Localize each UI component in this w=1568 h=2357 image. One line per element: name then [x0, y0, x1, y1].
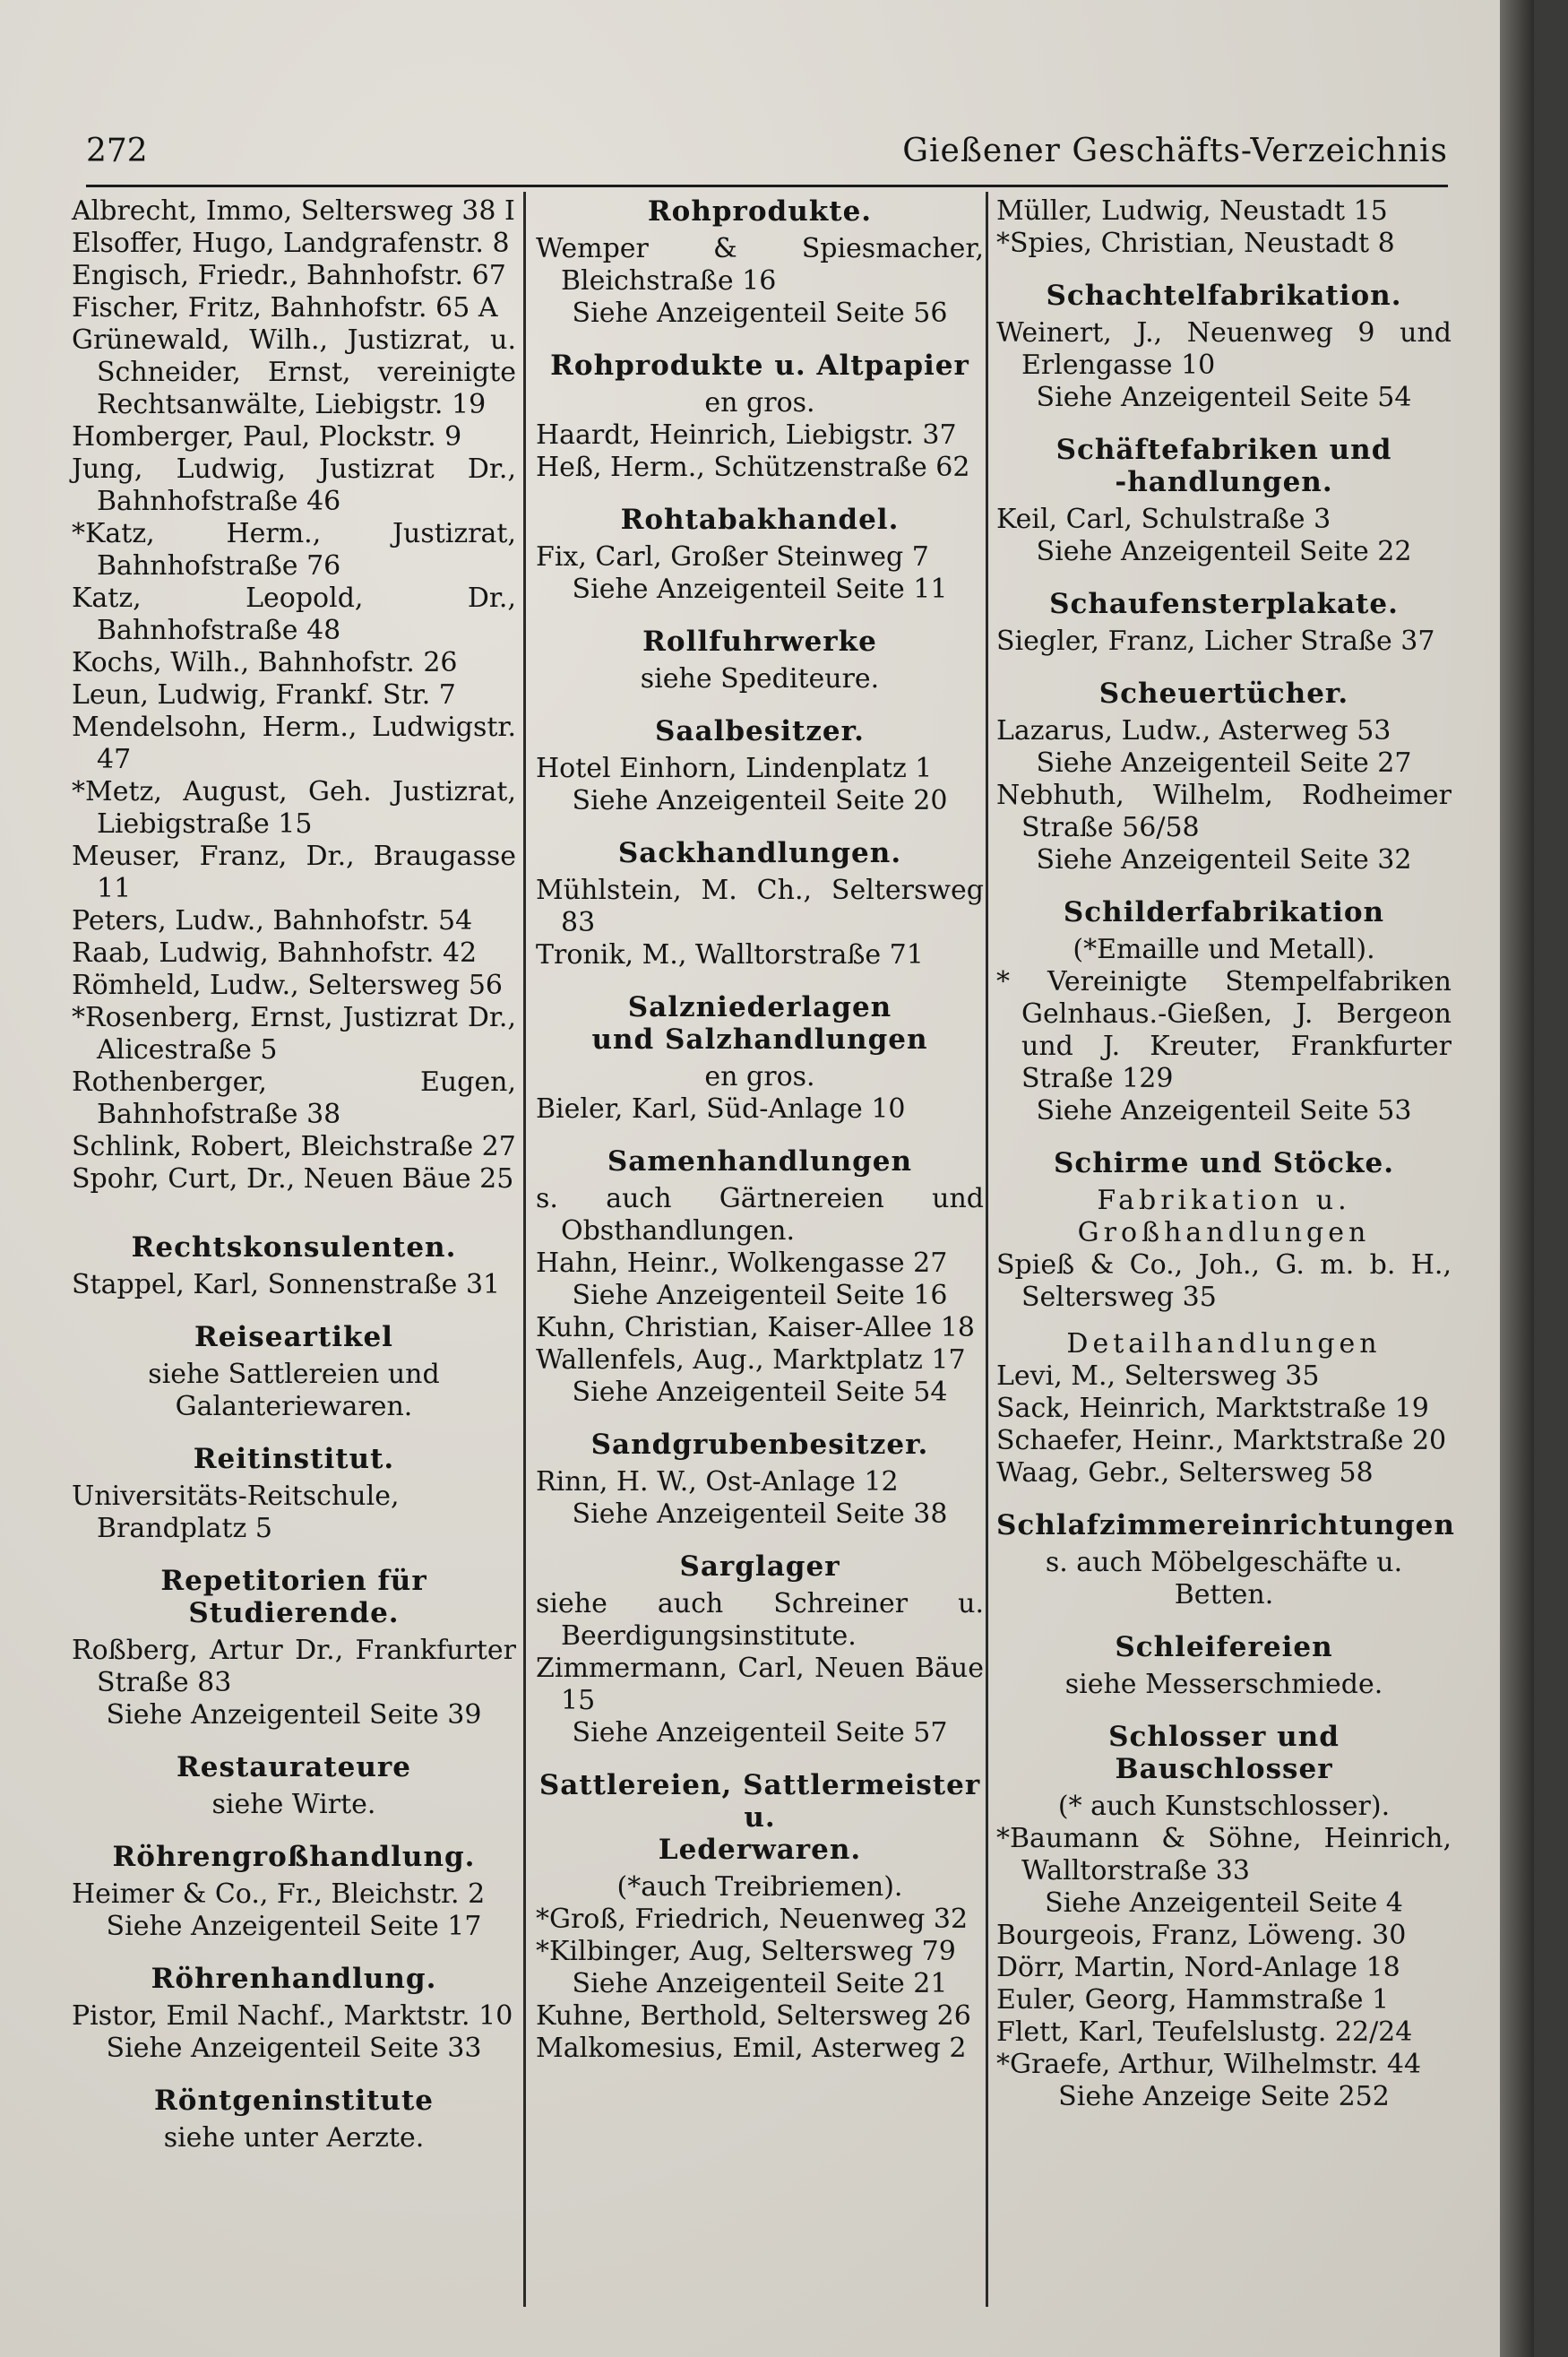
- list-item: Spieß & Co., Joh., G. m. b. H., Seltersweg 35: [996, 1249, 1452, 1313]
- cross-reference: siehe Wirte.: [211, 1789, 376, 1820]
- ad-reference: Siehe Anzeigenteil Seite 32: [1036, 844, 1412, 876]
- section-heading: Röhrenhandlung.: [151, 1963, 437, 1995]
- list-item: Leun, Ludwig, Frankf. Str. 7: [72, 679, 456, 711]
- cross-reference: siehe unter Aerzte.: [163, 2122, 425, 2154]
- section-heading: Sarglager: [679, 1550, 840, 1583]
- list-item: Homberger, Paul, Plockstr. 9: [72, 421, 462, 453]
- list-item: Katz, Leopold, Dr., Bahnhofstraße 48: [72, 583, 516, 646]
- list-item: Fix, Carl, Großer Steinweg 7: [536, 541, 929, 573]
- header-rule: [86, 185, 1448, 187]
- list-item: Siegler, Franz, Licher Straße 37: [996, 626, 1435, 657]
- section-heading: Schäftefabriken und: [1055, 434, 1392, 466]
- list-item: *Kilbinger, Aug, Seltersweg 79: [536, 1936, 956, 1967]
- section-heading: Sackhandlungen.: [617, 837, 902, 869]
- list-item: Lazarus, Ludw., Asterweg 53: [996, 715, 1391, 747]
- ad-reference: Siehe Anzeigenteil Seite 39: [106, 1699, 482, 1731]
- list-item: Bourgeois, Franz, Löweng. 30: [996, 1920, 1407, 1951]
- ad-reference: Siehe Anzeigenteil Seite 53: [1036, 1095, 1412, 1127]
- section-heading: -handlungen.: [1115, 466, 1333, 498]
- section-heading: Lederwaren.: [658, 1834, 862, 1866]
- section-subheading: en gros.: [704, 1061, 815, 1092]
- section-heading: Rechtskonsulenten.: [131, 1231, 457, 1264]
- list-item: Meuser, Franz, Dr., Braugasse 11: [72, 841, 516, 904]
- ad-reference: Siehe Anzeigenteil Seite 21: [572, 1968, 948, 1999]
- section-heading: Schirme und Stöcke.: [1053, 1147, 1395, 1179]
- list-item: Levi, M., Seltersweg 35: [996, 1360, 1320, 1392]
- section-heading: Samenhandlungen: [607, 1145, 913, 1178]
- section-heading: Reitinstitut.: [193, 1443, 395, 1475]
- section-heading: Scheuertücher.: [1098, 678, 1349, 710]
- page-title: Gießener Geschäfts-Verzeichnis: [902, 133, 1448, 169]
- section-subheading: Detailhandlungen: [1066, 1328, 1382, 1360]
- list-item: Euler, Georg, Hammstraße 1: [996, 1984, 1390, 2016]
- ad-reference: Siehe Anzeige Seite 252: [1058, 2081, 1390, 2112]
- list-item: Flett, Karl, Teufelslustg. 22/24: [996, 2016, 1413, 2048]
- list-item: Malkomesius, Emil, Asterweg 2: [536, 2033, 967, 2064]
- section-subheading: en gros.: [704, 387, 815, 419]
- cross-reference: siehe Spediteure.: [640, 663, 880, 695]
- section-subheading: (* auch Kunstschlosser).: [1057, 1791, 1391, 1822]
- list-item: Keil, Carl, Schulstraße 3: [996, 504, 1331, 535]
- list-item: Bieler, Karl, Süd-Anlage 10: [536, 1093, 906, 1125]
- list-item: Elsoffer, Hugo, Landgrafenstr. 8: [72, 228, 510, 259]
- list-item: Schlink, Robert, Bleichstraße 27: [72, 1131, 516, 1162]
- ad-reference: Siehe Anzeigenteil Seite 17: [106, 1911, 482, 1942]
- ad-reference: Siehe Anzeigenteil Seite 57: [572, 1717, 948, 1748]
- section-heading: Schilderfabrikation: [1063, 896, 1385, 928]
- section-heading: Rohprodukte u. Altpapier: [550, 350, 969, 382]
- ad-reference: Siehe Anzeigenteil Seite 33: [106, 2033, 482, 2064]
- list-item: Roßberg, Artur Dr., Frankfurter Straße 83: [72, 1635, 516, 1698]
- list-item: Wallenfels, Aug., Marktplatz 17: [536, 1344, 966, 1376]
- section-heading: Reiseartikel: [194, 1321, 393, 1353]
- ad-reference: Siehe Anzeigenteil Seite 38: [572, 1498, 948, 1530]
- list-item: *Spies, Christian, Neustadt 8: [996, 228, 1395, 259]
- section-heading: Schlafzimmereinrichtungen: [996, 1509, 1455, 1541]
- list-item: Kochs, Wilh., Bahnhofstr. 26: [72, 647, 458, 678]
- list-item: Tronik, M., Walltorstraße 71: [536, 939, 924, 971]
- list-item: Haardt, Heinrich, Liebigstr. 37: [536, 419, 957, 451]
- list-item: Heß, Herm., Schützenstraße 62: [536, 452, 970, 483]
- list-item: Albrecht, Immo, Seltersweg 38 I: [72, 195, 515, 227]
- list-item: *Katz, Herm., Justizrat, Bahnhofstraße 76: [72, 518, 516, 582]
- column-1: [72, 195, 516, 2154]
- ad-reference: Siehe Anzeigenteil Seite 27: [1036, 747, 1412, 779]
- section-heading: Rohtabakhandel.: [620, 504, 900, 536]
- list-item: Römheld, Ludw., Seltersweg 56: [72, 970, 504, 1001]
- list-item: Universitäts-Reitschule, Brandplatz 5: [72, 1481, 400, 1544]
- cross-reference: s. auch Möbelgeschäfte u. Betten.: [1045, 1547, 1403, 1610]
- section-heading: Schleifereien: [1115, 1631, 1333, 1663]
- section-heading: Schlosser und Bauschlosser: [1108, 1721, 1340, 1785]
- cross-reference: s. auch Gärtnereien und Obsthandlungen.: [536, 1183, 984, 1247]
- page-number: 272: [86, 133, 148, 169]
- column-3: [996, 195, 1455, 2113]
- section-heading: Sandgrubenbesitzer.: [590, 1429, 929, 1461]
- list-item: Heimer & Co., Fr., Bleichstr. 2: [72, 1878, 486, 1910]
- section-heading: Salzniederlagen: [627, 991, 892, 1023]
- ad-reference: Siehe Anzeigenteil Seite 54: [572, 1377, 948, 1408]
- list-item: Spohr, Curt, Dr., Neuen Bäue 25: [72, 1163, 514, 1195]
- section-heading: Restaurateure: [177, 1751, 411, 1783]
- section-heading: und Salzhandlungen: [591, 1023, 928, 1056]
- list-item: Grünewald, Wilh., Justizrat, u. Schneider, Ernst, vereinigte Rechtsanwälte, Liebigstr. 19: [72, 324, 516, 420]
- list-item: Pistor, Emil Nachf., Marktstr. 10: [72, 2000, 513, 2032]
- list-item: Kuhn, Christian, Kaiser-Allee 18: [536, 1312, 975, 1343]
- cross-reference: siehe Messerschmiede.: [1064, 1669, 1383, 1700]
- list-item: Raab, Ludwig, Bahnhofstr. 42: [72, 937, 478, 969]
- list-item: Waag, Gebr., Seltersweg 58: [996, 1457, 1374, 1489]
- column-2: [536, 195, 984, 2065]
- list-item: *Rosenberg, Ernst, Justizrat Dr., Alicestraße 5: [72, 1002, 516, 1066]
- column-divider-1: [523, 192, 526, 2307]
- ad-reference: Siehe Anzeigenteil Seite 11: [572, 574, 948, 605]
- list-item: Jung, Ludwig, Justizrat Dr., Bahnhofstraße 46: [72, 453, 516, 517]
- section-subheading: Fabrikation u. Großhandlungen: [1077, 1185, 1371, 1248]
- list-item: Schaefer, Heinr., Marktstraße 20: [996, 1425, 1447, 1456]
- section-subheading: (*auch Treibriemen).: [616, 1871, 903, 1903]
- list-item: Weinert, J., Neuenweg 9 und Erlengasse 10: [996, 317, 1452, 381]
- cross-reference: siehe auch Schreiner u. Beerdigungsinstitute.: [536, 1588, 984, 1652]
- list-item: Stappel, Karl, Sonnenstraße 31: [72, 1269, 501, 1300]
- list-item: Kuhne, Berthold, Seltersweg 26: [536, 2000, 971, 2032]
- list-item: *Metz, August, Geh. Justizrat, Liebigstraße 15: [72, 776, 516, 840]
- list-item: Fischer, Fritz, Bahnhofstr. 65 A: [72, 292, 498, 324]
- section-subheading: (*Emaille und Metall).: [1073, 934, 1375, 965]
- ad-reference: Siehe Anzeigenteil Seite 4: [1045, 1887, 1403, 1919]
- list-item: Dörr, Martin, Nord-Anlage 18: [996, 1952, 1400, 1983]
- list-item: Hahn, Heinr., Wolkengasse 27: [536, 1248, 948, 1279]
- section-heading: Schaufensterplakate.: [1049, 588, 1399, 620]
- ad-reference: Siehe Anzeigenteil Seite 56: [572, 298, 948, 329]
- ad-reference: Siehe Anzeigenteil Seite 16: [572, 1280, 948, 1311]
- list-item: *Graefe, Arthur, Wilhelmstr. 44: [996, 2049, 1422, 2080]
- section-heading: Saalbesitzer.: [655, 715, 865, 747]
- list-item: Zimmermann, Carl, Neuen Bäue 15: [536, 1653, 984, 1716]
- book-edge: [1500, 0, 1534, 2357]
- section-heading: Rollfuhrwerke: [642, 626, 877, 658]
- section-heading: Röhrengroßhandlung.: [112, 1841, 476, 1873]
- list-item: Engisch, Friedr., Bahnhofstr. 67: [72, 260, 506, 291]
- ad-reference: Siehe Anzeigenteil Seite 54: [1036, 382, 1412, 413]
- list-item: Sack, Heinrich, Marktstraße 19: [996, 1393, 1429, 1424]
- list-item: Müller, Ludwig, Neustadt 15: [996, 195, 1388, 227]
- ad-reference: Siehe Anzeigenteil Seite 22: [1036, 536, 1412, 567]
- section-heading: Sattlereien, Sattlermeister u.: [538, 1769, 981, 1834]
- list-item: * Vereinigte Stempelfabriken Gelnhaus.-Gießen, J. Bergeon und J. Kreuter, Frankfurter Straße 129: [996, 966, 1452, 1094]
- ad-reference: Siehe Anzeigenteil Seite 20: [572, 785, 948, 816]
- column-divider-2: [986, 192, 988, 2307]
- section-heading: Röntgeninstitute: [154, 2085, 434, 2117]
- page-header: [86, 133, 1448, 181]
- list-item: *Groß, Friedrich, Neuenweg 32: [536, 1904, 969, 1935]
- section-heading: Repetitorien für Studierende.: [160, 1565, 427, 1629]
- list-item: Hotel Einhorn, Lindenplatz 1: [536, 753, 933, 784]
- list-item: Rinn, H. W., Ost-Anlage 12: [536, 1466, 899, 1498]
- cross-reference: siehe Sattlereien und Galanteriewaren.: [148, 1359, 440, 1422]
- list-item: *Baumann & Söhne, Heinrich, Walltorstraße 33: [996, 1823, 1452, 1886]
- list-item: Peters, Ludw., Bahnhofstr. 54: [72, 905, 473, 937]
- list-item: Rothenberger, Eugen, Bahnhofstraße 38: [72, 1066, 516, 1130]
- section-heading: Schachtelfabrikation.: [1046, 280, 1402, 312]
- list-item: Mendelsohn, Herm., Ludwigstr. 47: [72, 712, 516, 775]
- list-item: Wemper & Spiesmacher, Bleichstraße 16: [536, 233, 984, 297]
- section-heading: Rohprodukte.: [647, 195, 873, 228]
- list-item: Mühlstein, M. Ch., Seltersweg 83: [536, 875, 984, 938]
- list-item: Nebhuth, Wilhelm, Rodheimer Straße 56/58: [996, 780, 1452, 843]
